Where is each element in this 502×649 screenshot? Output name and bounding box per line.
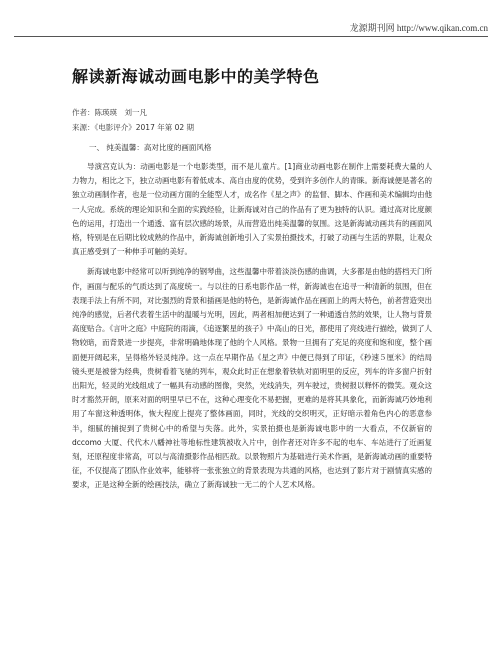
article-body	[72, 160, 432, 493]
section-heading: 一、 纯美温馨：高对比度的画面风格	[89, 143, 212, 152]
header-divider	[14, 36, 488, 37]
body-paragraph-2: 新海诚电影中经常可以听到纯净的钢琴曲，这些温馨中带着淡淡伤感的曲调，大多都是由他的搭档天门所作，画面与配乐的气质达到了高度统一。与以往的日系电影作品一样，新海诚也在追寻一种清新的氛围，但在表现手法上有所不同，对比强烈的背景和插画是他的特色，是新海诚作品在画面上的两大特色，前者营造突出纯净的感觉，后者代表着生活中的温暖与光明，因此，两者相加便达到了一种通透自然的效果，让人物与背景高度贴合。《言叶之庭》中庭院的雨滴，《追逐繁星的孩子》中高山的日光，都使用了亮线进行描绘，做到了人物较暗，而背景进一步提亮，非常明确地体现了他的个人风格。景物一旦拥有了充足的亮度和饱和度，整个画面便开阔起来，呈得格外轻灵纯净。这一点在早期作品《星之声》中便已得到了印证，《秒速５厘米》的结局镜头更是被誉为经典，贵树看着飞驰的列车，观众此时正在想象着铁轨对面明里的反应，列车的许多窗户折射出阳光，轻灵的光线组成了一幅具有动感的图像，突然，光线消失，列车驶过，贵树报以释怀的微笑。观众这时才豁然开朗，原来对面的明里早已不在，这种心理变化不易把握，更难的是将其具象化，而新海诚巧妙地利用了车窗这种透明体，恢大程度上提亮了整体画面，同时，光线的交织明灭，正好暗示着角色内心的恶意参半，细腻的捕捉到了贵树心中的希望与失落。此外，实景拍摄也是新海诚电影中的一大看点，不仅新宿的 dccomo 大厦、代代木八幡神社等地标性建筑被收入片中，创作者还对许多不起的电车、车站进行了近画复刻，还原程度非常高，可以与高清摄影作品相匹敌。以景物照片为基础进行美术作画，是新海诚动画的重要特征，不仅提高了团队作业效率，能够将一张张独立的背景表现为共通的风格，也达到了影片对于剧情真实感的要求，正是这种全新的绘画技法，确立了新海诚独一无二的个人艺术风格。	[72, 267, 432, 490]
article-source: 来源：《电影评介》2017 年第 02 期	[72, 123, 195, 132]
journal-site-header: 龙源期刊网 http://www.qikan.com.cn	[349, 23, 488, 33]
article-author: 作者：陈瑛瑛 刘一凡	[72, 108, 147, 117]
body-paragraph-1: 导演宫克认为：动画电影是一个电影类型，而不是儿童片。[1]商业动画电影在制作上需要耗费大量的人力物力，相比之下，独立动画电影有着低成本、高自由度的优势，受到许多创作人的青睐。新海诚便是著名的独立动画制作者，也是一位动画方面的全能型人才，成名作《星之声》的监督、脚本、作画和美术编辑均由他一人完成。系统的理论知识和全面的实践经验，让新海诚对自己的作品有了更为独特的认识。通过高对比度颜色的运用，打造出一个通透、富有层次感的场景，从而营造出纯美温馨的氛围。这是新海诚动画共有的画面风格，特别是在后期比较成熟的作品中，新海诚创新地引入了实景拍摄技术，打破了动画与生活的界限，让观众真正感受到了一种伸手可触的美好。	[72, 162, 432, 257]
article-title: 解读新海诚动画电影中的美学特色	[72, 67, 320, 86]
